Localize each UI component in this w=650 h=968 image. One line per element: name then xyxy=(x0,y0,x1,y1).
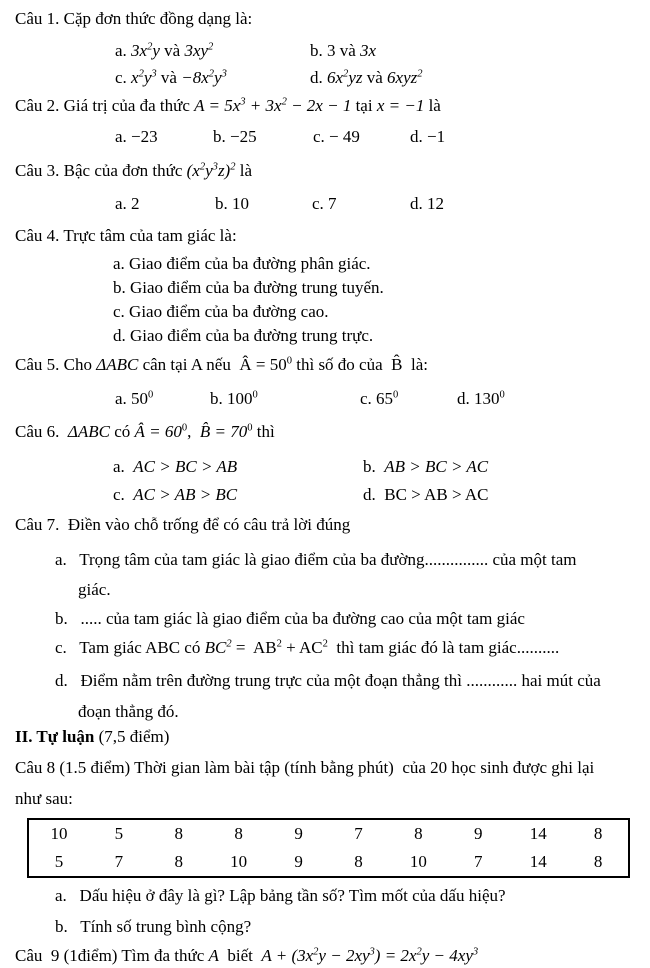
text-segment: d. Giao điểm của ba đường trung trực. xyxy=(113,326,374,345)
table-cell: 14 xyxy=(529,852,547,871)
text-segment: 6x xyxy=(327,68,344,87)
table-cell: 8 xyxy=(414,824,423,843)
text-segment: 0 xyxy=(499,389,505,401)
table-cell: 7 xyxy=(354,824,363,843)
text-segment: d. BC > AB > AC xyxy=(363,485,489,504)
text-segment: 3 xyxy=(472,946,479,958)
question-1-title xyxy=(15,8,252,30)
text-segment: 2 xyxy=(230,161,236,173)
question-8-title xyxy=(15,757,594,779)
text-segment: 0 xyxy=(181,422,188,434)
text-segment: 3 xyxy=(369,946,375,958)
text-segment: thì tam giác đó là tam giác.......... xyxy=(327,638,560,657)
text-segment: 2 xyxy=(276,638,282,650)
question-1-option-c xyxy=(115,67,227,89)
question-7-item-b xyxy=(55,608,525,630)
text-segment: c. xyxy=(115,68,132,87)
text-segment: 6xyz xyxy=(387,68,418,87)
question-3-option-d xyxy=(410,193,444,215)
table-cell: 10 xyxy=(230,852,248,871)
text-segment: 3x xyxy=(131,41,148,60)
text-segment: = AB xyxy=(231,638,277,657)
text-segment: y xyxy=(152,41,160,60)
table-cell: 14 xyxy=(529,824,547,843)
table-cell: 7 xyxy=(474,852,483,871)
text-segment: a. Giao điểm của ba đường phân giác. xyxy=(113,254,371,273)
text-segment: c. − 49 xyxy=(313,127,360,146)
question-4-option-b xyxy=(113,277,384,299)
text-segment: − 2x − 1 xyxy=(286,96,352,115)
text-segment: b. Giao điểm của ba đường trung tuyến. xyxy=(113,278,384,297)
text-segment: là xyxy=(424,96,441,115)
text-segment: Câu 6. xyxy=(15,422,68,441)
table-cell: 7 xyxy=(114,852,124,871)
question-7-item-d xyxy=(55,670,601,692)
table-cell: 8 xyxy=(174,852,184,871)
text-segment: b. 100 xyxy=(210,389,253,408)
text-segment: yz xyxy=(348,68,363,87)
question-2-title xyxy=(15,95,441,117)
table-cell: 5 xyxy=(114,824,124,843)
text-segment: c. xyxy=(113,485,134,504)
text-segment: ΔABC xyxy=(67,422,110,441)
question-5-option-b xyxy=(210,388,258,410)
text-segment: , xyxy=(187,422,200,441)
question-5-option-d xyxy=(457,388,505,410)
question-6-option-a xyxy=(113,456,237,478)
text-segment: Câu 5. Cho xyxy=(15,355,97,374)
question-3-option-c xyxy=(312,193,337,215)
text-segment: 0 xyxy=(393,389,399,401)
text-segment: Câu 1. Cặp đơn thức đồng dạng là: xyxy=(15,9,253,28)
table-cell: 8 xyxy=(593,824,603,843)
time-data-table xyxy=(27,818,630,878)
text-segment: + (3x xyxy=(271,946,314,965)
text-segment: c. 65 xyxy=(360,389,394,408)
question-3-title xyxy=(15,160,252,182)
text-segment: y xyxy=(143,68,152,87)
text-segment: a. xyxy=(115,41,132,60)
question-2-option-c xyxy=(313,126,360,148)
text-segment: Câu 3. Bậc của đơn thức xyxy=(15,161,187,180)
question-5-title xyxy=(15,354,428,376)
text-segment: biết xyxy=(218,946,262,965)
text-segment: như sau: xyxy=(15,789,73,808)
text-segment: + 3x xyxy=(245,96,282,115)
text-segment: 2 xyxy=(138,68,144,80)
text-segment: Câu 4. Trực tâm của tam giác là: xyxy=(15,226,237,245)
text-segment: b. −25 xyxy=(213,127,257,146)
text-segment: II. Tự luận xyxy=(15,727,99,746)
table-cell: 9 xyxy=(294,824,303,843)
question-7-title xyxy=(15,514,350,536)
text-segment: b. ..... của tam giác là giao điểm của ba đường cao của một tam giác xyxy=(55,609,525,628)
text-segment: đoạn thẳng đó. xyxy=(78,702,179,721)
section-2-heading xyxy=(15,726,169,748)
text-segment: Â = 60 xyxy=(134,422,182,441)
text-segment: cân tại A nếu Â = 50 xyxy=(138,355,287,374)
question-7-item-a-wrap xyxy=(78,579,111,601)
question-3-option-b xyxy=(215,193,249,215)
question-2-option-d xyxy=(410,126,445,148)
table-cell: 9 xyxy=(294,852,303,871)
question-7-item-a xyxy=(55,549,576,571)
question-7-item-c xyxy=(55,637,559,659)
text-segment: ΔABC xyxy=(96,355,139,374)
question-4-option-a xyxy=(113,253,371,275)
text-segment: Câu 7. Điền vào chỗ trống để có câu trả lời đúng xyxy=(15,515,351,534)
text-segment: A xyxy=(261,946,272,965)
text-segment: AB > BC > AC xyxy=(384,457,489,476)
text-segment: Câu 2. Giá trị của đa thức xyxy=(15,96,195,115)
question-3-option-a xyxy=(115,193,140,215)
question-6-title xyxy=(15,421,275,443)
text-segment: x xyxy=(131,68,139,87)
text-segment: b. 3 và xyxy=(310,41,361,60)
text-segment: c. Giao điểm của ba đường cao. xyxy=(113,302,329,321)
text-segment: y xyxy=(205,161,213,180)
text-segment: a. xyxy=(113,457,134,476)
text-segment: c. 7 xyxy=(312,194,337,213)
text-segment: 3 xyxy=(151,68,157,80)
text-segment: y − 4xy xyxy=(421,946,473,965)
text-segment: 2 xyxy=(199,161,206,173)
text-segment: + AC xyxy=(281,638,323,657)
text-segment: 2 xyxy=(208,68,215,80)
text-segment: a. Trọng tâm của tam giác là giao điểm của ba đường............... của một tam xyxy=(55,550,577,569)
question-1-option-d xyxy=(310,67,423,89)
table-row xyxy=(29,848,628,876)
text-segment: d. 12 xyxy=(410,194,444,213)
text-segment: BC xyxy=(204,638,227,657)
question-5-option-a xyxy=(115,388,153,410)
text-segment: 0 xyxy=(286,355,292,367)
text-segment: 2 xyxy=(322,638,328,650)
text-segment: 3 xyxy=(240,96,246,108)
question-4-title xyxy=(15,225,237,247)
table-cell: 8 xyxy=(174,824,184,843)
text-segment: (x xyxy=(186,161,200,180)
text-segment: 2 xyxy=(313,946,319,958)
question-2-option-b xyxy=(213,126,257,148)
text-segment: d. Điểm nằm trên đường trung trực của một đoạn thẳng thì ............ hai mút của xyxy=(55,671,601,690)
question-1-option-a xyxy=(115,40,213,62)
question-6-option-b xyxy=(363,456,488,478)
question-4-option-c xyxy=(113,301,329,323)
text-segment: và xyxy=(159,41,185,60)
text-segment: giác. xyxy=(78,580,111,599)
text-segment: 3 xyxy=(221,68,227,80)
text-segment: a. Dấu hiệu ở đây là gì? Lập bảng tần số? Tìm mốt của dấu hiệu? xyxy=(55,886,506,905)
text-segment: Câu 8 (1.5 điểm) Thời gian làm bài tập (tính bằng phút) của 20 học sinh được ghi lại xyxy=(15,758,595,777)
text-segment: AC > BC > AB xyxy=(133,457,238,476)
text-segment: 3 xyxy=(212,161,218,173)
text-segment: 2 xyxy=(343,68,349,80)
table-cell: 5 xyxy=(54,852,64,871)
text-segment: 2 xyxy=(208,41,214,53)
question-9-title xyxy=(15,945,478,967)
text-segment: x = −1 xyxy=(376,96,425,115)
text-segment: Câu 9 (1điểm) Tìm đa thức xyxy=(15,946,209,965)
text-segment: 2 xyxy=(417,68,423,80)
table-cell: 10 xyxy=(50,824,68,843)
question-6-option-c xyxy=(113,484,237,506)
text-segment: 3x xyxy=(360,41,377,60)
text-segment: c. Tam giác ABC có xyxy=(55,638,205,657)
text-segment: 2 xyxy=(281,96,287,108)
question-6-option-d xyxy=(363,484,488,506)
text-segment: 0 xyxy=(252,389,258,401)
text-segment: ) = 2x xyxy=(374,946,417,965)
text-segment: d. 130 xyxy=(457,389,500,408)
table-row xyxy=(29,820,628,848)
text-segment: 0 xyxy=(148,389,154,401)
question-5-option-c xyxy=(360,388,398,410)
question-8-item-a xyxy=(55,885,506,907)
table-cell: 8 xyxy=(593,852,603,871)
text-segment: thì số đo của B̂ là: xyxy=(292,355,428,374)
question-7-item-d-wrap xyxy=(78,701,179,723)
question-8-item-b xyxy=(55,916,251,938)
text-segment: 2 xyxy=(416,946,422,958)
text-segment: (7,5 điểm) xyxy=(98,727,170,746)
text-segment: A = 5x xyxy=(194,96,241,115)
text-segment: d. xyxy=(310,68,327,87)
text-segment: và xyxy=(156,68,182,87)
table-cell: 9 xyxy=(474,824,483,843)
text-segment: A xyxy=(208,946,219,965)
text-segment: 0 xyxy=(247,422,253,434)
text-segment: b. xyxy=(363,457,385,476)
text-segment: a. −23 xyxy=(115,127,158,146)
table-cell: 8 xyxy=(234,824,243,843)
table-cell: 8 xyxy=(354,852,363,871)
text-segment: z) xyxy=(217,161,231,180)
text-segment: b. Tính số trung bình cộng? xyxy=(55,917,252,936)
text-segment: AC > AB > BC xyxy=(133,485,238,504)
text-segment: 3xy xyxy=(184,41,209,60)
text-segment: B̂ = 70 xyxy=(199,422,248,441)
text-segment: d. −1 xyxy=(410,127,446,146)
text-segment: 2 xyxy=(226,638,232,650)
text-segment: và xyxy=(362,68,388,87)
text-segment: 2 xyxy=(147,41,153,53)
question-1-option-b xyxy=(310,40,376,62)
text-segment: là xyxy=(235,161,253,180)
text-segment: tại xyxy=(351,96,377,115)
text-segment: a. 2 xyxy=(115,194,140,213)
question-4-option-d xyxy=(113,325,373,347)
table-cell: 10 xyxy=(409,852,427,871)
text-segment: b. 10 xyxy=(215,194,249,213)
text-segment: −8x xyxy=(181,68,209,87)
text-segment: có xyxy=(109,422,135,441)
text-segment: y − 2xy xyxy=(318,946,370,965)
text-segment: thì xyxy=(252,422,275,441)
text-segment: y xyxy=(214,68,222,87)
question-8-title-wrap xyxy=(15,788,73,810)
text-segment: a. 50 xyxy=(115,389,149,408)
question-2-option-a xyxy=(115,126,158,148)
